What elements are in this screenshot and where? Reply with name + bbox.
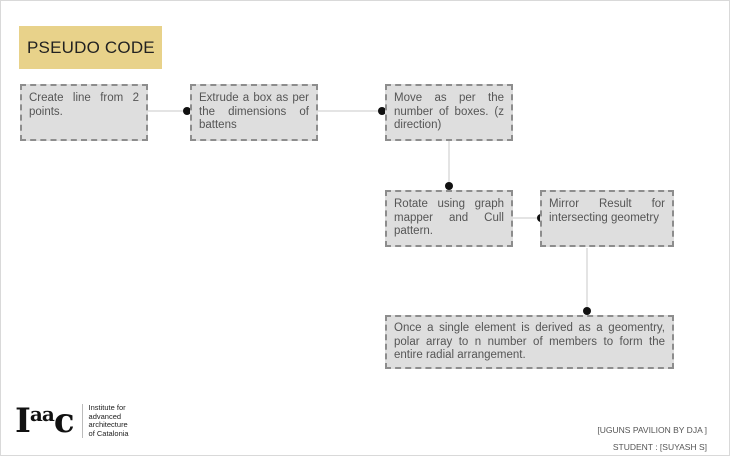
step-box-6: Once a single element is derived as a geomentry, polar array to n number of members to form the entire radial arrangement.	[385, 315, 674, 369]
logo-divider	[82, 404, 83, 438]
step-box-4: Rotate using graph mapper and Cull pattern.	[385, 190, 513, 247]
step-box-2: Extrude a box as per the dimensions of battens	[190, 84, 318, 141]
step-box-5: Mirror Result for intersecting geometry	[540, 190, 674, 247]
step-box-3: Move as per the number of boxes. (z direction)	[385, 84, 513, 141]
step-box-1: Create line from 2 points.	[20, 84, 148, 141]
student-label: STUDENT : [SUYASH S]	[612, 442, 707, 452]
iaac-logo	[15, 403, 149, 439]
logo-institute-text: Institute for advanced architecture of Catalonia	[88, 403, 129, 438]
page-title: PSEUDO CODE	[19, 26, 162, 69]
node-dot-6	[583, 307, 591, 315]
logo-mark: I a a c	[15, 401, 74, 441]
node-dot-4	[445, 182, 453, 190]
project-label: [UGUNS PAVILION BY DJA ]	[597, 425, 707, 435]
